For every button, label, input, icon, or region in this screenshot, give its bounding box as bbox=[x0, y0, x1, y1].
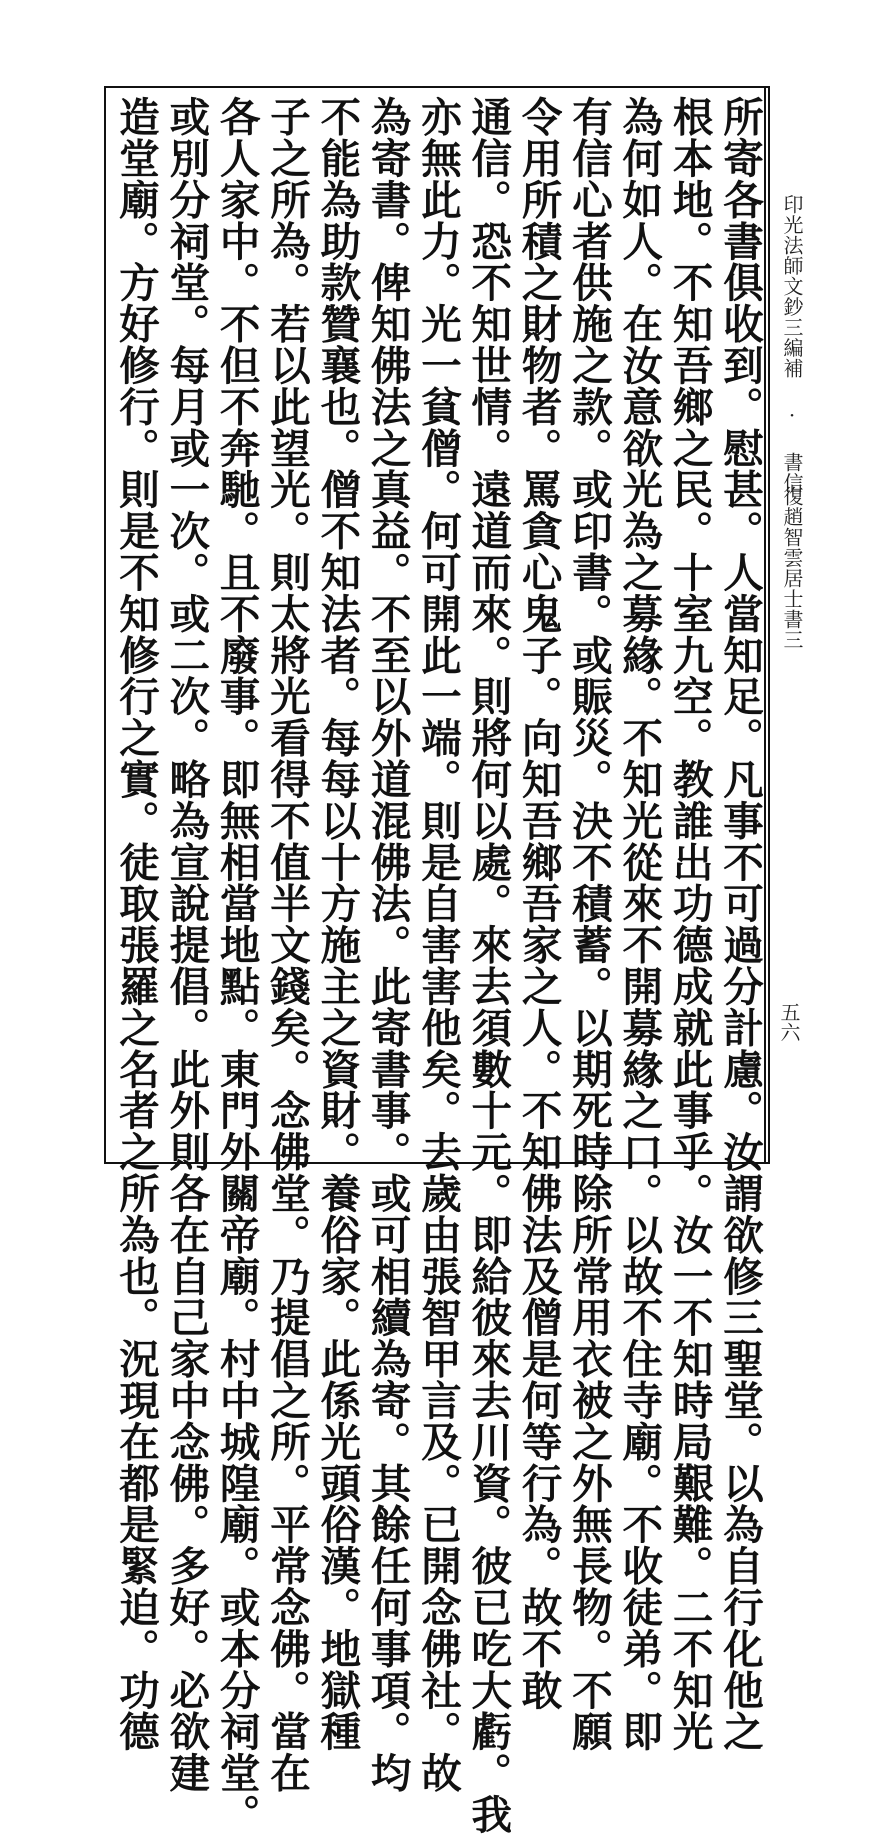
text-column: 根本地。不知吾鄉之民。十室九空。教誰出功德成就此事乎。汝一不知時局艱難。二不知光 bbox=[665, 96, 714, 1752]
page-number: 五六 bbox=[777, 1002, 801, 1042]
margin-rule bbox=[764, 86, 766, 1164]
text-column: 各人家中。不但不奔馳。且不廢事。即無相當地點。東門外關帝廟。村中城隍廟。或本分祠堂。 bbox=[212, 96, 261, 1835]
text-column: 所寄各書俱收到。慰甚。人當知足。凡事不可過分計慮。汝謂欲修三聖堂。以為自行化他之 bbox=[715, 96, 764, 1752]
text-column: 造堂廟。方好修行。則是不知修行之實。徒取張羅之名者之所為也。況現在都是緊迫。功德 bbox=[112, 96, 160, 1752]
letter-body bbox=[112, 96, 764, 1835]
running-head-letter-title: 復趙智雲居士書三 bbox=[780, 486, 804, 650]
text-column: 子之所為。若以此望光。則太將光看得不值半文錢矣。念佛堂。乃提倡之所。平常念佛。當在 bbox=[262, 96, 311, 1794]
text-column: 通信。恐不知世情。遠道而來。則將何以處。來去須數十元。即給彼來去川資。彼已吃大虧。我 bbox=[464, 96, 513, 1835]
text-column: 令用所積之財物者。罵貪心鬼子。向知吾鄉吾家之人。不知佛法及僧是何等行為。故不敢 bbox=[514, 96, 563, 1711]
text-column: 不能為助款贊襄也。僧不知法者。每每以十方施主之資財。養俗家。此係光頭俗漢。地獄種 bbox=[313, 96, 362, 1752]
text-column: 為寄書。俾知佛法之真益。不至以外道混佛法。此寄書事。或可相續為寄。其餘任何事項。均 bbox=[363, 96, 412, 1794]
text-column: 有信心者供施之款。或印書。或賑災。決不積蓄。以期死時除所常用衣被之外無長物。不願 bbox=[564, 96, 613, 1752]
text-column: 亦無此力。光一貧僧。何可開此一端。則是自害害他矣。去歲由張智甲言及。已開念佛社。故 bbox=[413, 96, 462, 1794]
running-head-book-title: 印光法師文鈔三編補 · 書信 bbox=[780, 194, 804, 493]
text-column: 為何如人。在汝意欲光為之募緣。不知光從來不開募緣之口。以故不住寺廟。不收徒弟。即 bbox=[615, 96, 664, 1752]
text-column: 或別分祠堂。每月或一次。或二次。略為宣說提倡。此外則各在自己家中念佛。多好。必欲建 bbox=[162, 96, 211, 1794]
